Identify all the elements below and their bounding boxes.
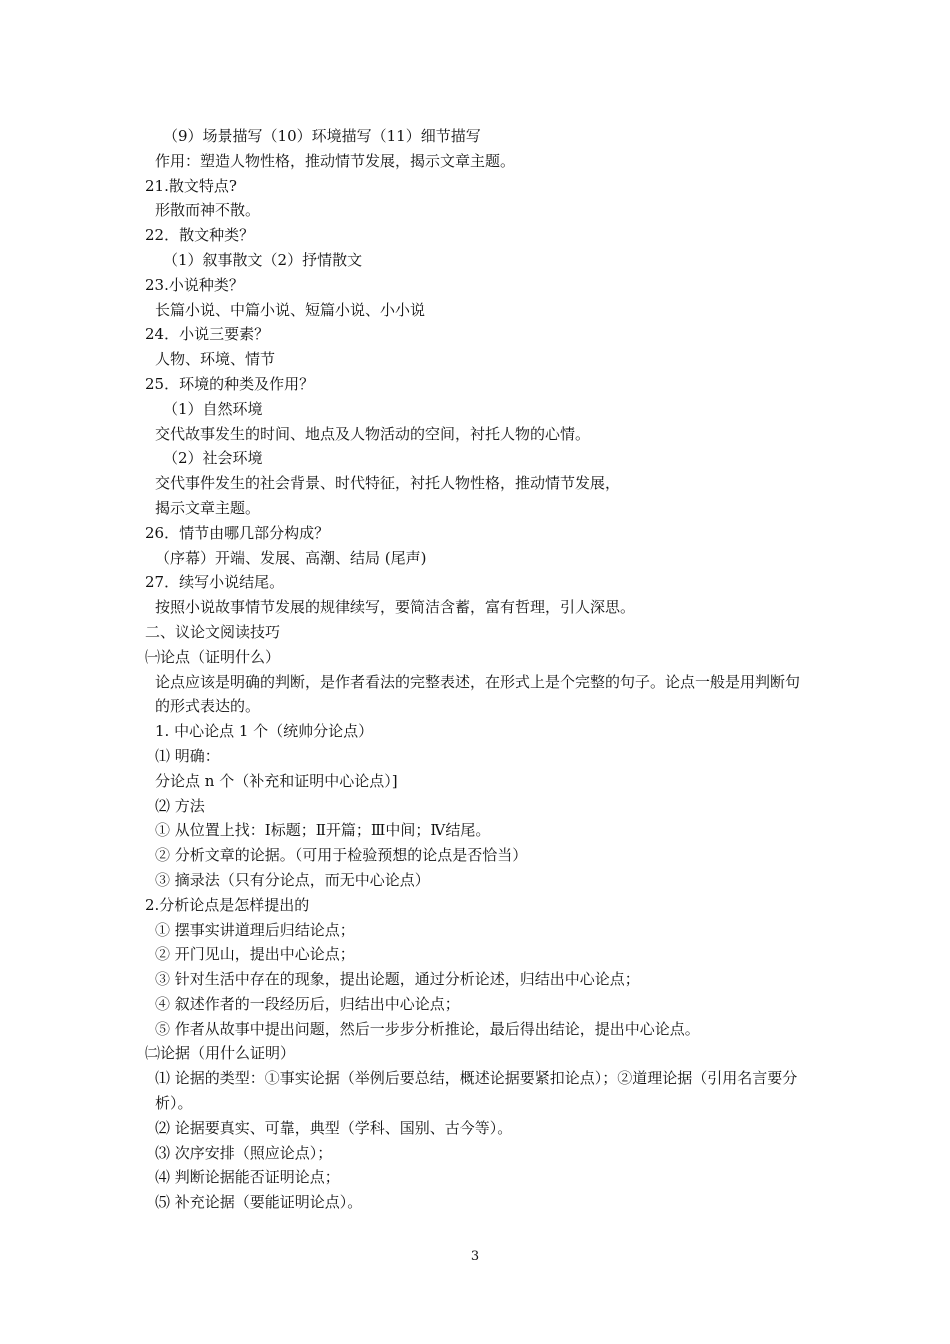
text-line: 1. 中心论点 1 个（统帅分论点） xyxy=(155,722,374,741)
text-line: 2.分析论点是怎样提出的 xyxy=(145,895,310,914)
text-line: 22．散文种类？ xyxy=(145,226,255,245)
text-line: 长篇小说、中篇小说、短篇小说、小小说 xyxy=(155,300,426,319)
text-line: 23.小说种类？ xyxy=(145,275,244,294)
text-line: ③ 摘录法（只有分论点，而无中心论点） xyxy=(155,870,430,889)
text-line: ② 分析文章的论据。（可用于检验预想的论点是否恰当） xyxy=(155,846,528,865)
text-line: 按照小说故事情节发展的规律续写，要简洁含蓄，富有哲理，引人深思。 xyxy=(155,598,636,617)
text-line: （2）社会环境 xyxy=(163,449,263,468)
text-line: 27．续写小说结尾。 xyxy=(145,573,285,592)
text-line: （9）场景描写（10）环境描写（11）细节描写 xyxy=(163,127,481,145)
text-line: ⑴ 明确： xyxy=(155,746,220,765)
text-line: 交代故事发生的时间、地点及人物活动的空间，衬托人物的心情。 xyxy=(155,424,591,443)
text-line: ⑵ 论据要真实、可靠，典型（学科、国别、古今等）。 xyxy=(155,1118,513,1137)
text-line: 25．环境的种类及作用？ xyxy=(145,374,315,393)
text-line: （序幕）开端、发展、高潮、结局 (尾声) xyxy=(155,548,427,567)
text-line: ① 摆事实讲道理后归结论点； xyxy=(155,920,355,939)
text-line: ⑤ 作者从故事中提出问题，然后一步步分析推论，最后得出结论，提出中心论点。 xyxy=(155,1019,700,1038)
text-line: ⑵ 方法 xyxy=(155,796,205,815)
text-line: ⑷ 判断论据能否证明论点； xyxy=(155,1168,340,1187)
text-line: ④ 叙述作者的一段经历后，归结出中心论点； xyxy=(155,994,460,1013)
text-line: 揭示文章主题。 xyxy=(155,498,261,517)
text-line: 二、议论文阅读技巧 xyxy=(145,622,281,641)
text-line: （1）自然环境 xyxy=(163,399,263,418)
text-line: ⑸ 补充论据（要能证明论点）。 xyxy=(155,1193,363,1212)
text-line: 24．小说三要素？ xyxy=(145,325,270,344)
text-line: 作用：塑造人物性格，推动情节发展，揭示文章主题。 xyxy=(155,151,516,170)
text-line: ㈡论据（用什么证明） xyxy=(145,1044,296,1063)
text-line: 分论点 n 个（补充和证明中心论点）] xyxy=(155,771,398,790)
text-line: ㈠论点（证明什么） xyxy=(145,647,281,666)
text-line: 人物、环境、情节 xyxy=(155,350,276,369)
text-line: ⑶ 次序安排（照应论点）； xyxy=(155,1143,333,1162)
text-line: 论点应该是明确的判断，是作者看法的完整表述，在形式上是个完整的句子。论点一般是用判断句的形式表达的。 xyxy=(155,672,801,716)
text-line: 形散而神不散。 xyxy=(155,201,261,220)
text-line: ③ 针对生活中存在的现象，提出论题，通过分析论述，归结出中心论点； xyxy=(155,970,640,989)
text-line: ② 开门见山，提出中心论点； xyxy=(155,945,355,964)
text-line: 交代事件发生的社会背景、时代特征，衬托人物性格，推动情节发展， xyxy=(155,474,621,493)
text-line: （1）叙事散文（2）抒情散文 xyxy=(163,250,363,269)
text-line: ⑴ 论据的类型：①事实论据（举例后要总结，概述论据要紧扣论点）；②道理论据（引用名言要分析）。 xyxy=(155,1069,798,1113)
text-line: 21.散文特点? xyxy=(145,176,237,195)
document-body xyxy=(145,124,810,1215)
page-number: 3 xyxy=(470,1249,480,1264)
text-line: ① 从位置上找：Ⅰ标题；Ⅱ开篇；Ⅲ中间；Ⅳ结尾。 xyxy=(155,821,491,840)
text-line: 26．情节由哪几部分构成？ xyxy=(145,523,330,542)
